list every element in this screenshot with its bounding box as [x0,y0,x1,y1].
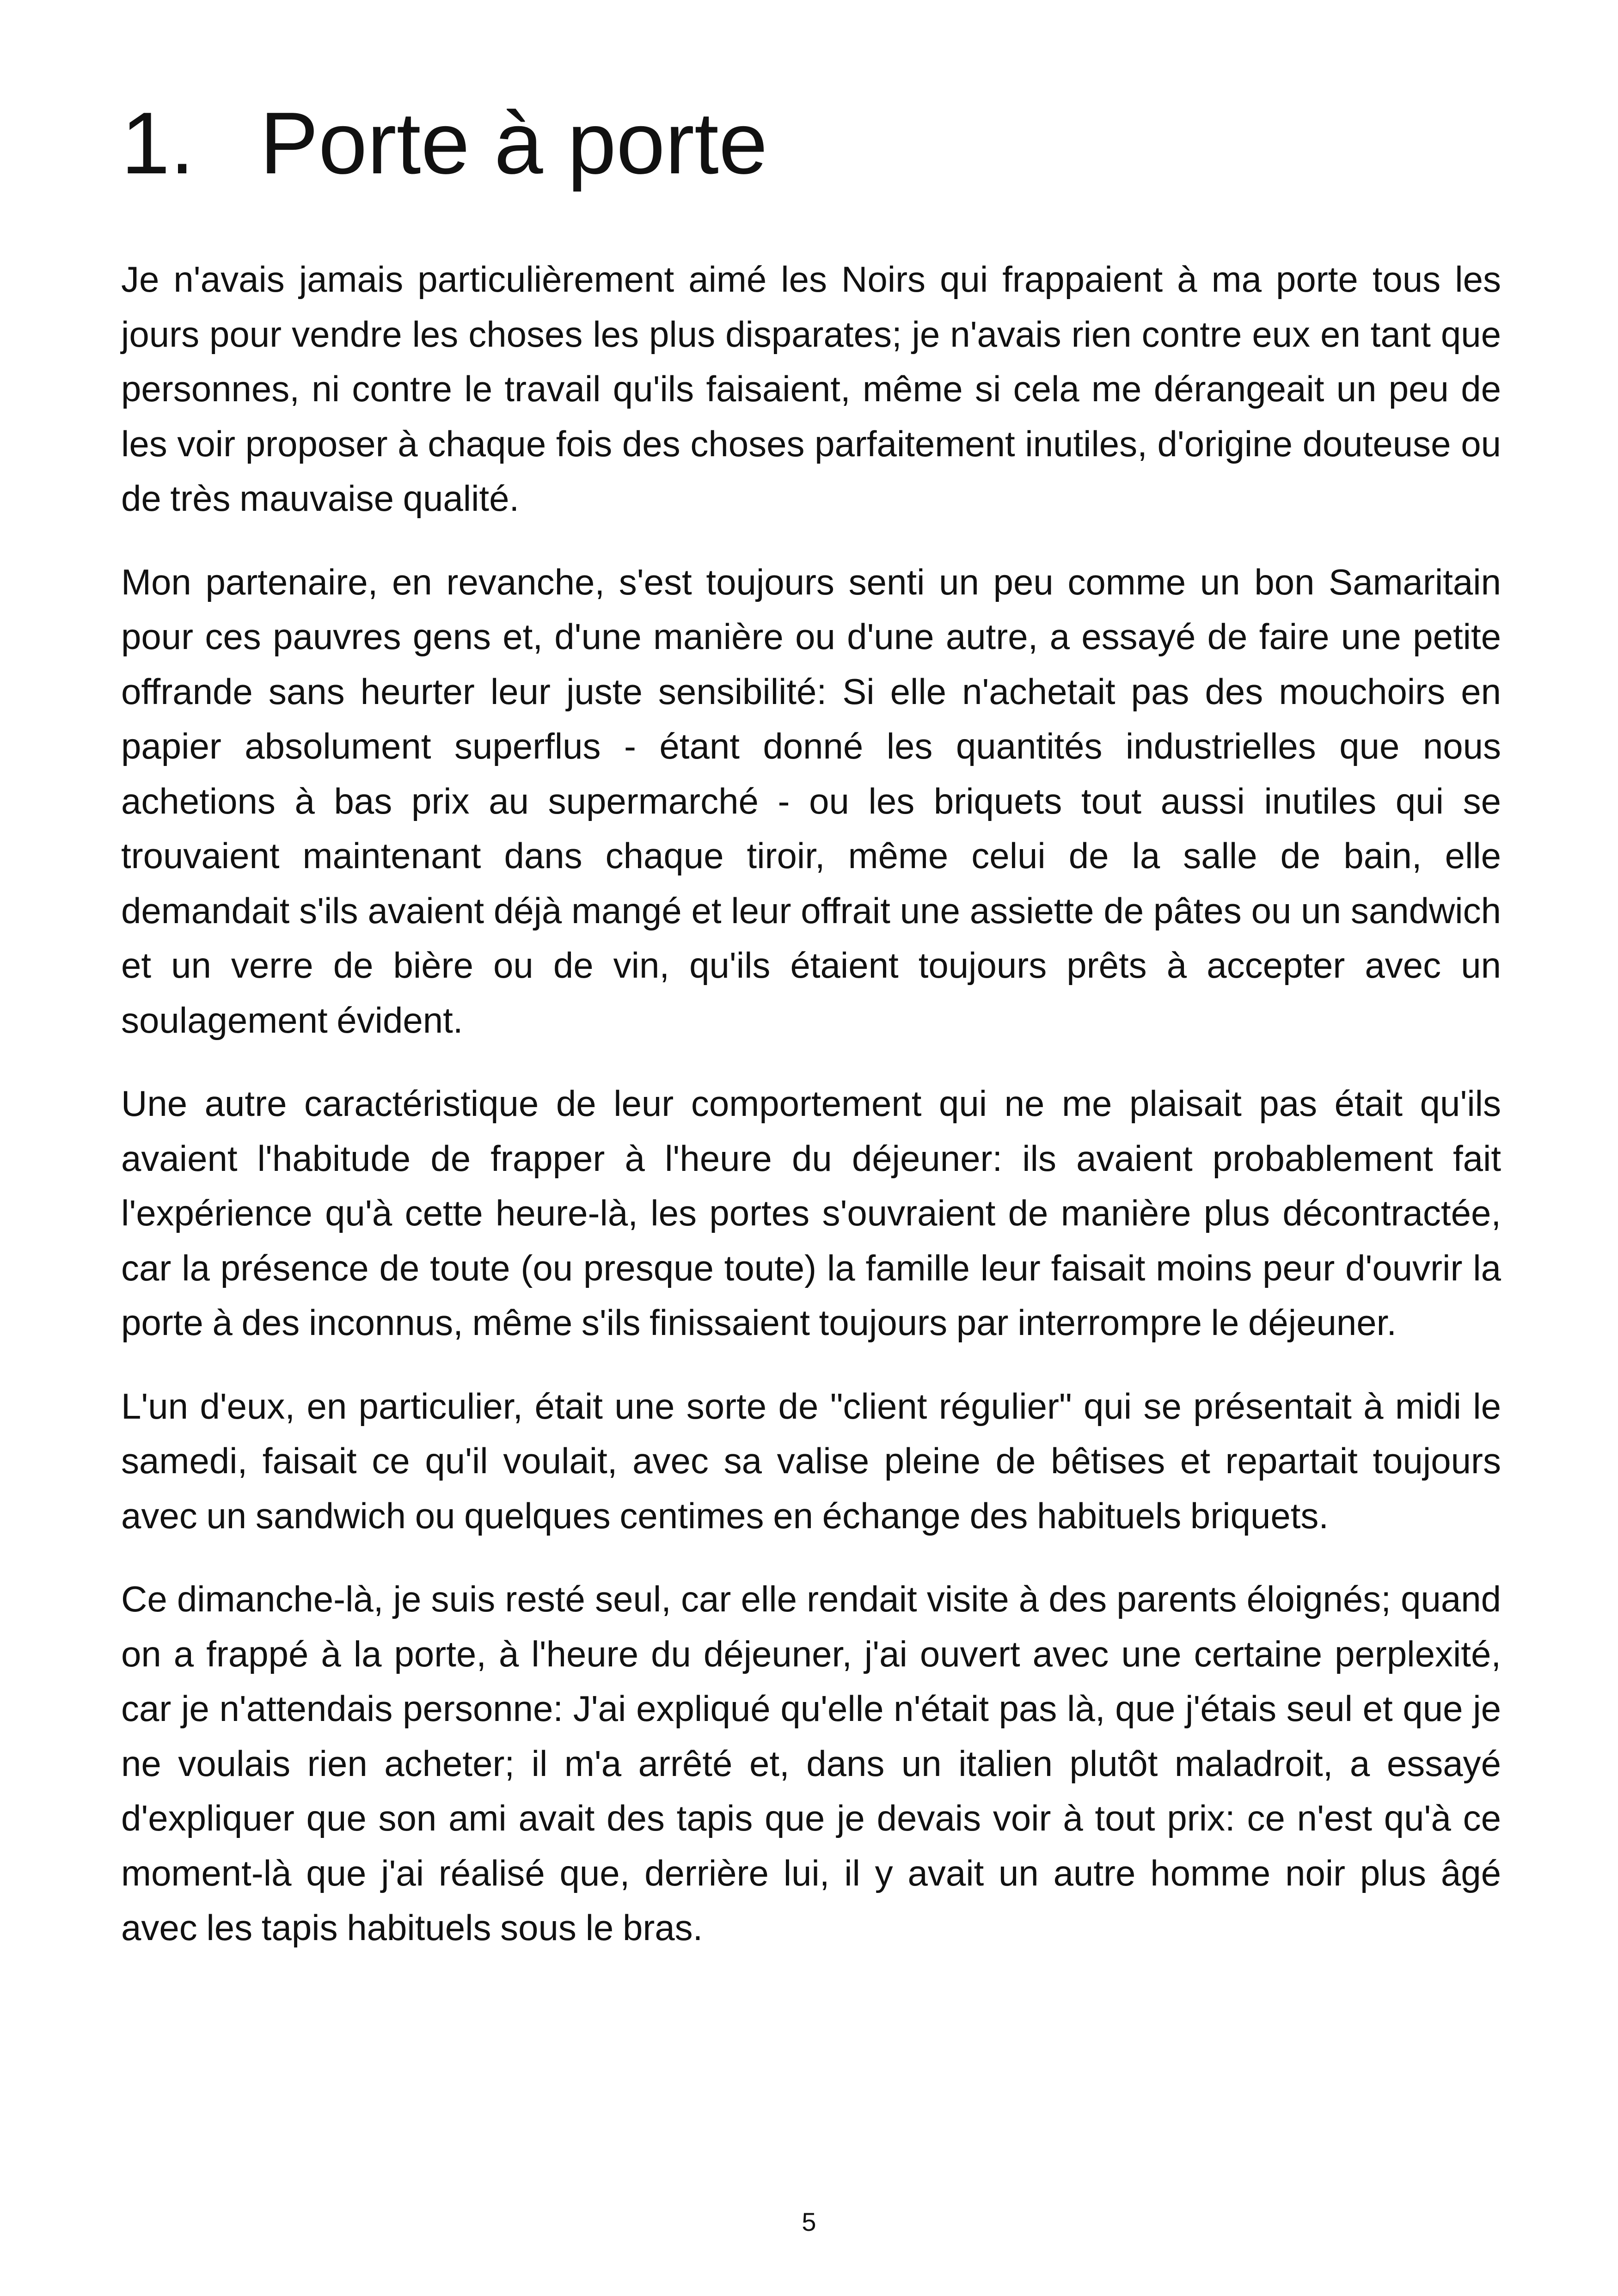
paragraph: Mon partenaire, en revanche, s'est toujours senti un peu comme un bon Samaritain pour ces pauvres gens et, d'une manière ou d'une autre, a essayé de faire une petite offrande sans heurter leur juste sensibilité: Si elle n'achetait pas des mouchoirs en papier absolument superflus - étant donné les quantités industrielles que nous achetions à bas prix au supermarché - ou les briquets tout aussi inutiles qui se trouvaient maintenant dans chaque tiroir, même celui de la salle de bain, elle demandait s'ils avaient déjà mangé et leur offrait une assiette de pâtes ou un sandwich et un verre de bière ou de vin, qu'ils étaient toujours prêts à accepter avec un soulagement évident. [121,561,1501,1041]
paragraph: L'un d'eux, en particulier, était une sorte de "client régulier" qui se présentait à midi le samedi, faisait ce qu'il voulait, avec sa valise pleine de bêtises et repartait toujours avec un sandwich ou quelques centimes en échange des habituels briquets. [121,1385,1501,1536]
paragraph: Je n'avais jamais particulièrement aimé les Noirs qui frappaient à ma porte tous les jours pour vendre les choses les plus disparates; je n'avais rien contre eux en tant que personnes, ni contre le travail qu'ils faisaient, même si cela me dérangeait un peu de les voir proposer à chaque fois des choses parfaitement inutiles, d'origine douteuse ou de très mauvaise qualité. [121,259,1501,519]
page-number: 5 [802,2207,816,2236]
chapter-title-text: Porte à porte [260,94,768,192]
chapter-number: 1. [121,94,195,192]
chapter-title [121,88,767,199]
paragraph: Ce dimanche-là, je suis resté seul, car elle rendait visite à des parents éloignés; quand on a frappé à la porte, à l'heure du déjeuner, j'ai ouvert avec une certaine perplexité, car je n'attendais personne: J'ai expliqué qu'elle n'était pas là, que j'étais seul et que je ne voulais rien acheter; il m'a arrêté et, dans un italien plutôt maladroit, a essayé d'expliquer que son ami avait des tapis que je devais voir à tout prix: ce n'est qu'à ce moment-là que j'ai réalisé que, derrière lui, il y avait un autre homme noir plus âgé avec les tapis habituels sous le bras. [121,1579,1501,1948]
paragraph: Une autre caractéristique de leur comportement qui ne me plaisait pas était qu'ils avaient l'habitude de frapper à l'heure du déjeuner: ils avaient probablement fait l'expérience qu'à cette heure-là, les portes s'ouvraient de manière plus décontractée, car la présence de toute (ou presque toute) la famille leur faisait moins peur d'ouvrir la porte à des inconnus, même s'ils finissaient toujours par interrompre le déjeuner. [121,1083,1501,1343]
body-text [121,252,1501,1984]
